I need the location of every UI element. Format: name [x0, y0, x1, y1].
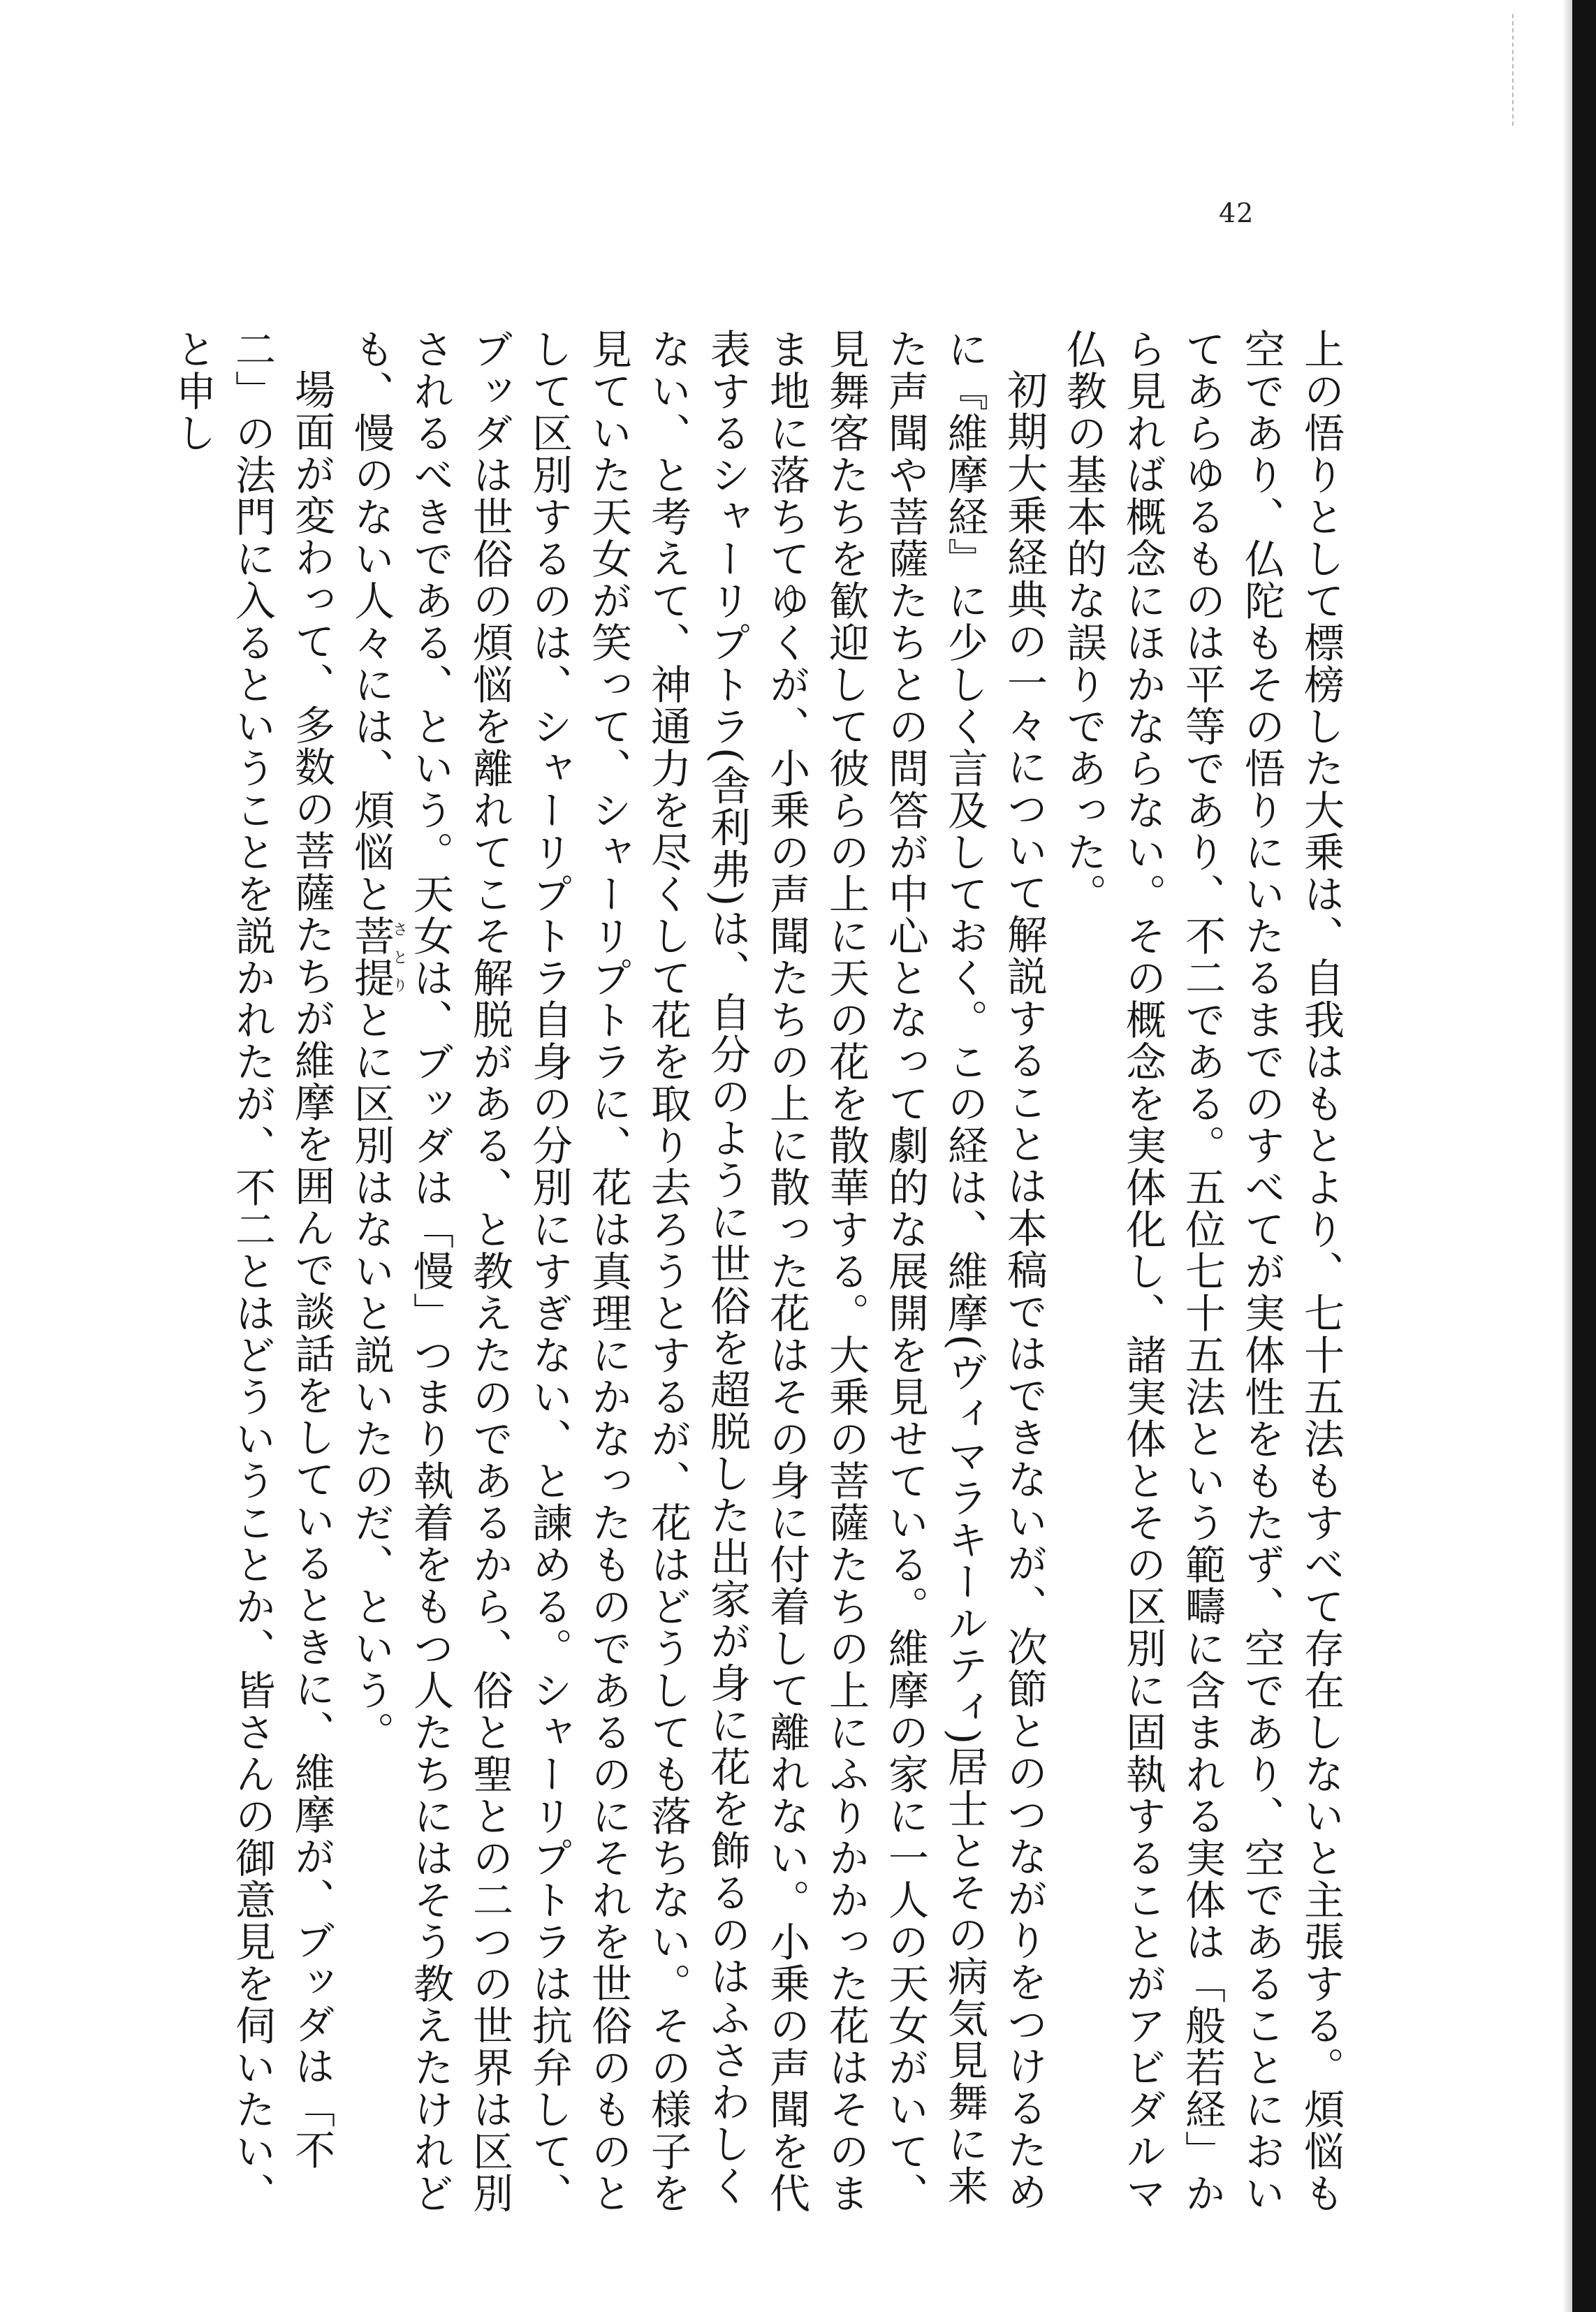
book-binding-edge [1572, 0, 1596, 2312]
paragraph [163, 328, 341, 2214]
paragraph [341, 328, 1053, 2214]
scan-artifact [1512, 14, 1555, 126]
text-segment: 上の悟りとして標榜した大乗は、自我はもとより、七十五法もすべて存在しないと主張する。煩悩も空であり、仏陀もその悟りにいたるまでのすべてが実体性をもたず、空であり、空であることにおいてあらゆるものは平等であり、不二である。五位七十五法という範疇に含まれる実体は「般若経」から見れば概念にほかならない。その概念を実体化し、諸実体とその区別に固執することがアビダルマ仏教の基本的な誤りであった。 [1060, 328, 1345, 2214]
text-segment: 場面が変わって、多数の菩薩たちが維摩を囲んで談話をしているときに、維摩が、ブッダは「不二」の法門に入るということを説かれたが、不二とはどういうことか、皆さんの御意見を伺いたい、と申し [169, 328, 335, 2214]
binding-shadow [1562, 0, 1572, 2312]
text-segment: 初期大乗経典の一々について解説することは本稿ではできないが、次節とのつながりをつけるために『維摩経』に少しく言及しておく。この経は、維摩(ヴィマラキールティ)居士とその病気見舞に来た声聞や菩薩たちとの問答が中心となって劇的な展開を見せている。維摩の家に一人の天女がいて、見舞客たちを歓迎して彼らの上に天の花を散華する。大乗の菩薩たちの上にふりかかった花はそのまま地に落ちてゆくが、小乗の声聞たちの上に散った花はその身に付着して離れない。小乗の声聞を代表するシャーリプトラ(舎利弗)は、自分のように世俗を超脱した出家が身に花を飾るのはふさわしくない、と考えて、神通力を尽くして花を取り去ろうとするが、花はどうしても落ちない。その様子を見ていた天女が笑って、シャーリプトラに、花は真理にかなったものであるのにそれを世俗のものとして区別するのは、シャーリプトラ自身の分別にすぎない、と諫める。シャーリプトラは抗弁して、ブッダは世俗の煩悩を離れてこそ解脱がある、と教えたのであるから、俗と聖との二つの世界は区別されるべきである、という。天女は、ブッダは「慢」つまり執着をもつ人たちにはそう教えたけれども、慢のない人々には、煩悩と [347, 328, 1048, 2214]
furigana: さとり [390, 915, 408, 999]
ruby-annotated-word: 菩提さとり [347, 915, 408, 999]
page-number: 42 [1219, 198, 1254, 228]
text-segment: とに区別はないと説いたのだ、という。 [347, 999, 395, 1753]
paragraph [1053, 328, 1350, 2214]
body-text [163, 328, 1350, 2214]
